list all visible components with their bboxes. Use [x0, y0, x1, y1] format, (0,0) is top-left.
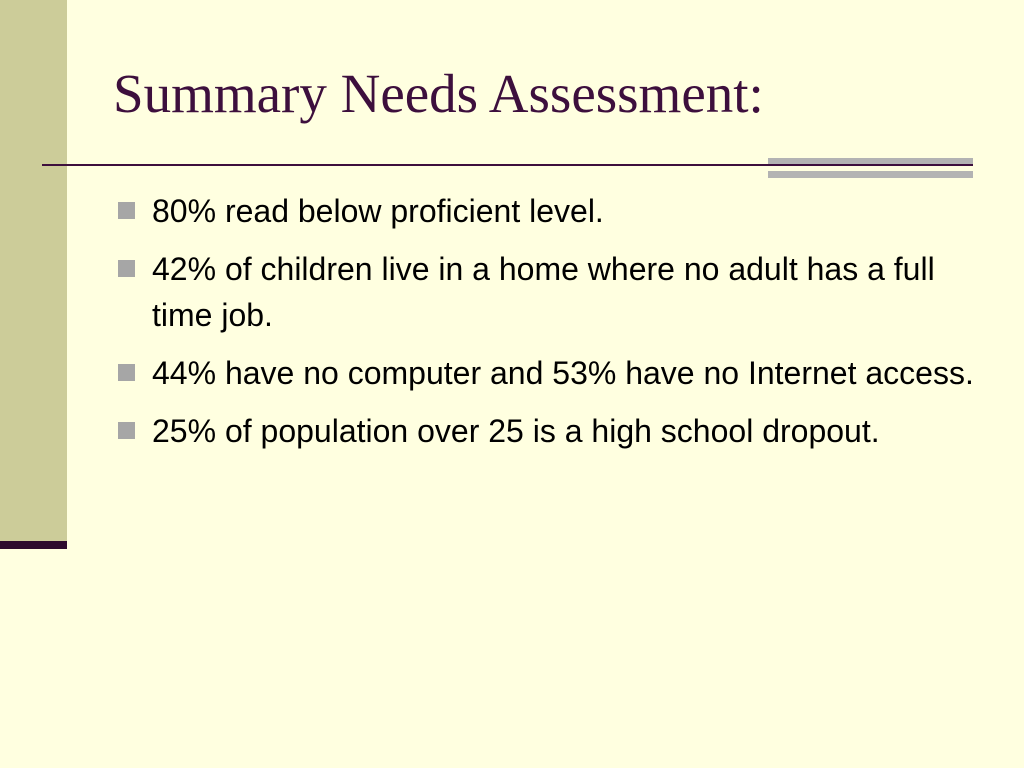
- decorative-accent-bar-bottom: [768, 171, 973, 178]
- bullet-item: [116, 350, 986, 396]
- decorative-side-bar-underline: [0, 541, 67, 549]
- decorative-accent-bar-top: [768, 158, 973, 164]
- bullet-item: [116, 246, 986, 338]
- bullet-item: [116, 188, 986, 234]
- bullet-text: 42% of children live in a home where no adult has a full time job.: [152, 251, 935, 333]
- square-bullet-icon: [118, 364, 135, 381]
- bullet-text: 80% read below proficient level.: [152, 193, 604, 229]
- title-divider-line: [42, 164, 973, 166]
- bullet-text: 25% of population over 25 is a high school dropout.: [152, 413, 880, 449]
- bullet-list: [116, 188, 986, 466]
- decorative-side-bar: [0, 0, 67, 541]
- square-bullet-icon: [118, 422, 135, 439]
- bullet-item: [116, 408, 986, 454]
- square-bullet-icon: [118, 202, 135, 219]
- bullet-text: 44% have no computer and 53% have no Internet access.: [152, 355, 974, 391]
- slide-title: Summary Needs Assessment:: [113, 63, 764, 124]
- square-bullet-icon: [118, 260, 135, 277]
